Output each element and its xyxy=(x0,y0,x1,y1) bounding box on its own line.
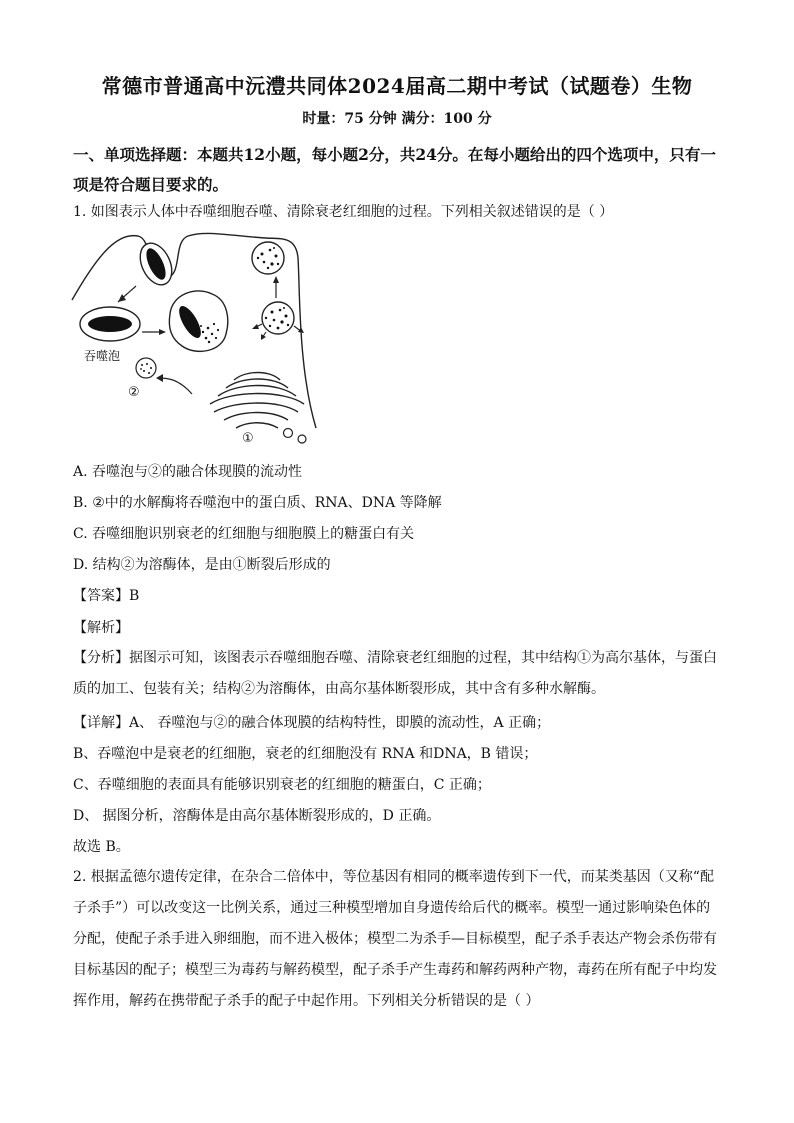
fenxi-text: 据图示可知，该图表示吞噬细胞吞噬、清除衰老红细胞的过程，其中结构①为高尔基体，与蛋白质的加工、包装有关；结构②为溶酶体，由高尔基体断裂形成，其中含有多种水解酶。 xyxy=(73,650,717,697)
question-2-stem: 2. 根据孟德尔遗传定律，在杂合二倍体中，等位基因有相同的概率遗传到下一代，而某类基因（又称“配子杀手”）可以改变这一比例关系，通过三种模型增加自身遗传给后代的概率。模型一通过影响染色体的分配，使配子杀手进入卵细胞，而不进入极体；模型二为杀手—目标模型，配子杀手表达产物会杀伤带有目标基因的配子；模型三为毒药与解药模型，配子杀手产生毒药和解药两种产物，毒药在所有配子中均发挥作用，解药在携带配子杀手的配子中起作用。下列相关分析错误的是（ ） xyxy=(73,869,717,1009)
option-a: A. 吞噬泡与②的融合体现膜的流动性 xyxy=(73,464,303,480)
detail-line-a xyxy=(73,713,733,733)
option-b: B. ②中的水解酶将吞噬泡中的蛋白质、RNA、DNA 等降解 xyxy=(73,495,442,511)
lysosome-vesicle xyxy=(136,358,156,378)
arrow-icon xyxy=(118,286,136,302)
fusion-body xyxy=(169,291,227,351)
conclusion: 故选 B。 xyxy=(73,839,130,855)
arrow-icon xyxy=(156,374,192,394)
section-heading: 一、单项选择题：本题共12小题，每小题2分，共24分。在每小题给出的四个选项中，只有一项是符合题目要求的。 xyxy=(73,145,716,194)
residual-body xyxy=(252,242,284,274)
analysis-tag: 【解析】 xyxy=(73,620,129,636)
phagosome-cell xyxy=(80,307,140,341)
question-1-stem: 1. 如图表示人体中吞噬细胞吞噬、清除衰老红细胞的过程。下列相关叙述错误的是（ ） xyxy=(73,204,614,220)
answer-line xyxy=(73,586,733,606)
page-title: 常德市普通高中沅澧共同体2024届高二期中考试（试题卷）生物 xyxy=(101,74,693,98)
option-c: C. 吞噬细胞识别衰老的红细胞与细胞膜上的糖蛋白有关 xyxy=(73,526,415,542)
exam-duration-score: 时量：75 分钟 满分：100 分 xyxy=(302,111,492,127)
detail-c: C、吞噬细胞的表面具有能够识别衰老的红细胞的糖蛋白，C 正确； xyxy=(73,777,491,793)
analysis-paragraph xyxy=(73,643,723,705)
arrow-icon xyxy=(142,329,166,335)
answer-tag: 【答案】 xyxy=(73,588,129,604)
golgi-vesicle xyxy=(298,435,306,443)
golgi-vesicle xyxy=(284,429,293,438)
phagosome-label: 吞噬泡 xyxy=(84,349,121,363)
label-1: ① xyxy=(242,431,254,446)
answer-value: B xyxy=(129,588,140,604)
digesting-vesicle xyxy=(252,302,304,340)
phagocytosis-diagram xyxy=(66,228,326,450)
option-d: D. 结构②为溶酶体，是由①断裂后形成的 xyxy=(73,557,331,573)
label-2: ② xyxy=(128,385,140,400)
fenxi-tag: 【分析】 xyxy=(73,650,129,666)
arrow-icon xyxy=(273,276,279,298)
red-blood-cell-entering xyxy=(134,238,178,290)
detail-a: A、 吞噬泡与②的融合体现膜的结构特性，即膜的流动性，A 正确； xyxy=(129,715,551,731)
golgi-apparatus xyxy=(210,373,304,429)
detail-b: B、吞噬泡中是衰老的红细胞，衰老的红细胞没有 RNA 和DNA，B 错误； xyxy=(73,746,538,762)
detail-d: D、 据图分析，溶酶体是由高尔基体断裂形成的，D 正确。 xyxy=(73,808,441,824)
xiangjie-tag: 【详解】 xyxy=(73,715,129,731)
